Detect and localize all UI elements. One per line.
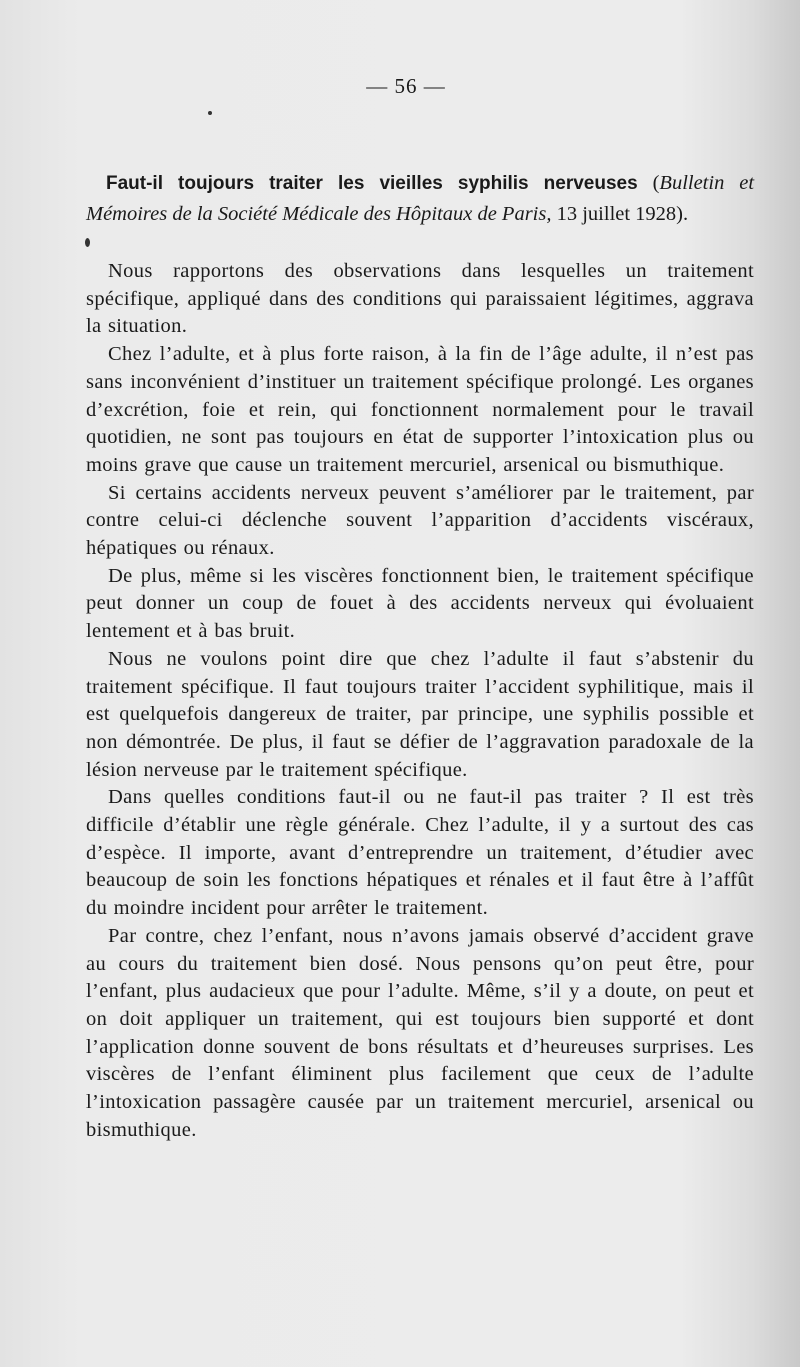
paragraph: Dans quelles conditions faut-il ou ne faut-il pas traiter ? Il est très difficile d’établir une règle générale. Chez l’adulte, il y a surtout des cas d’espèce. Il importe, avant d’entreprendre un traitement, d’étudier avec beaucoup de soin les fonctions hépatiques et rénales et il faut être à l’affût du moindre incident pour arrêter le traitement. <box>86 786 754 920</box>
article-title: Faut-il toujours traiter les vieilles syphilis nerveuses <box>106 173 638 194</box>
article-heading <box>86 168 754 230</box>
paragraph: De plus, même si les viscères fonctionnent bien, le traitement spécifique peut donner un coup de fouet à des accidents nerveux qui évoluaient lentement et à bas bruit. <box>86 564 754 643</box>
page-number: — 56 — <box>366 74 446 98</box>
source-date: 13 juillet 1928). <box>556 203 689 225</box>
article-body <box>86 258 754 1145</box>
print-speck <box>85 238 90 247</box>
source-open-paren: ( <box>652 172 660 194</box>
paragraph: Si certains accidents nerveux peuvent s’améliorer par le traitement, par contre celui-ci déclenche souvent l’apparition d’accidents viscéraux, hépatiques ou rénaux. <box>86 481 754 560</box>
paragraph: Par contre, chez l’enfant, nous n’avons jamais observé d’accident grave au cours du traitement bien dosé. Nous pensons qu’on peut être, pour l’enfant, plus audacieux que pour l’adulte. Même, s’il y a doute, on peut et on doit appliquer un traitement, qui est toujours bien supporté et dont l’application donne souvent de bons résultats et d’heureuses surprises. Les viscères de l’enfant éliminent plus facilement que ceux de l’adulte l’intoxication passagère causée par un traitement mercuriel, arsenical ou bismuthique. <box>86 924 754 1141</box>
paragraph: Nous ne voulons point dire que chez l’adulte il faut s’abstenir du traitement spécifique. Il faut toujours traiter l’accident syphilitique, mais il est quelquefois dangereux de traiter, par principe, une syphilis possible et non démontrée. De plus, il faut se défier de l’aggravation paradoxale de la lésion nerveuse par le traitement spécifique. <box>86 647 754 781</box>
paragraph: Nous rapportons des observations dans lesquelles un traitement spécifique, appliqué dans des conditions qui paraissaient légitimes, aggrava la situation. <box>86 260 754 338</box>
paragraph: Chez l’adulte, et à plus forte raison, à la fin de l’âge adulte, il n’est pas sans inconvénient d’instituer un traitement spécifique prolongé. Les organes d’excrétion, foie et rein, qui fonctionnent normalement pour le travail quotidien, ne sont pas toujours en état de supporter l’intoxication plus ou moins grave que cause un traitement mercuriel, arsenical ou bismuthique. <box>86 343 754 476</box>
print-speck <box>208 111 212 115</box>
source-journal: Bulletin et Mémoires de la Société Médicale des Hôpitaux de Paris, <box>86 172 755 225</box>
